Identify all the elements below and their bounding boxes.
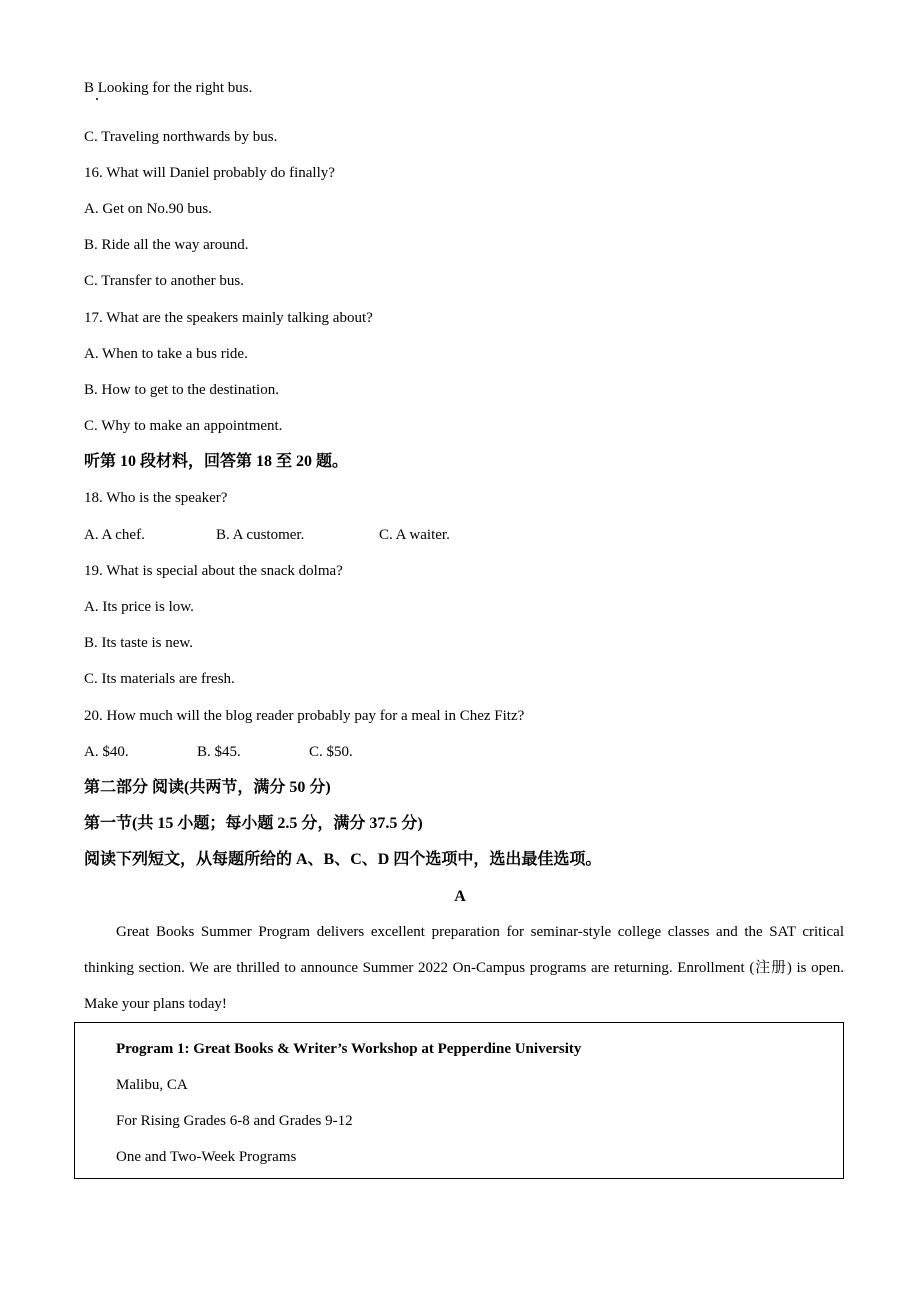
q19-option-a: A. Its price is low. xyxy=(84,599,194,615)
passage-title: A xyxy=(454,888,466,905)
stray-dot xyxy=(96,98,98,100)
part-2-heading: 第二部分 阅读(共两节，满分 50 分) xyxy=(84,779,331,796)
program-1-box xyxy=(74,1022,844,1179)
q15-option-c: C. Traveling northwards by bus. xyxy=(84,129,278,145)
q17-option-c: C. Why to make an appointment. xyxy=(84,418,283,434)
question-19: 19. What is special about the snack dolma? xyxy=(84,563,343,579)
q15-option-b: B Looking for the right bus. xyxy=(84,80,253,96)
reading-instruction: 阅读下列短文，从每题所给的 A、B、C、D 四个选项中，选出最佳选项。 xyxy=(84,851,602,868)
q19-option-b: B. Its taste is new. xyxy=(84,635,194,651)
q18-option-c: C. A waiter. xyxy=(379,527,450,543)
question-18: 18. Who is the speaker? xyxy=(84,490,228,506)
q18-option-b: B. A customer. xyxy=(216,527,305,543)
q16-option-b: B. Ride all the way around. xyxy=(84,237,249,253)
q20-option-c: C. $50. xyxy=(309,744,353,760)
program-1-duration: One and Two-Week Programs xyxy=(116,1149,297,1165)
section-10-heading: 听第 10 段材料，回答第 18 至 20 题。 xyxy=(84,453,349,470)
q16-option-c: C. Transfer to another bus. xyxy=(84,273,244,289)
question-20: 20. How much will the blog reader probably pay for a meal in Chez Fitz? xyxy=(84,708,525,724)
q16-option-a: A. Get on No.90 bus. xyxy=(84,201,212,217)
section-1-heading: 第一节(共 15 小题；每小题 2.5 分，满分 37.5 分) xyxy=(84,815,423,832)
q20-option-b: B. $45. xyxy=(197,744,241,760)
question-17: 17. What are the speakers mainly talking about? xyxy=(84,310,373,326)
program-1-title: Program 1: Great Books & Writer’s Workshop at Pepperdine University xyxy=(116,1041,582,1057)
program-1-grades: For Rising Grades 6-8 and Grades 9-12 xyxy=(116,1113,353,1129)
q17-option-a: A. When to take a bus ride. xyxy=(84,346,248,362)
q20-option-a: A. $40. xyxy=(84,744,129,760)
q17-option-b: B. How to get to the destination. xyxy=(84,382,279,398)
q19-option-c: C. Its materials are fresh. xyxy=(84,671,235,687)
question-16: 16. What will Daniel probably do finally? xyxy=(84,165,335,181)
passage-intro: Great Books Summer Program delivers excellent preparation for seminar-style college classes and the SAT critical thinking section. We are thrilled to announce Summer 2022 On-Campus programs are returning. Enrollment (注册) is open. Make your plans today! xyxy=(84,924,844,1012)
program-1-location: Malibu, CA xyxy=(116,1077,188,1093)
q18-option-a: A. A chef. xyxy=(84,527,145,543)
